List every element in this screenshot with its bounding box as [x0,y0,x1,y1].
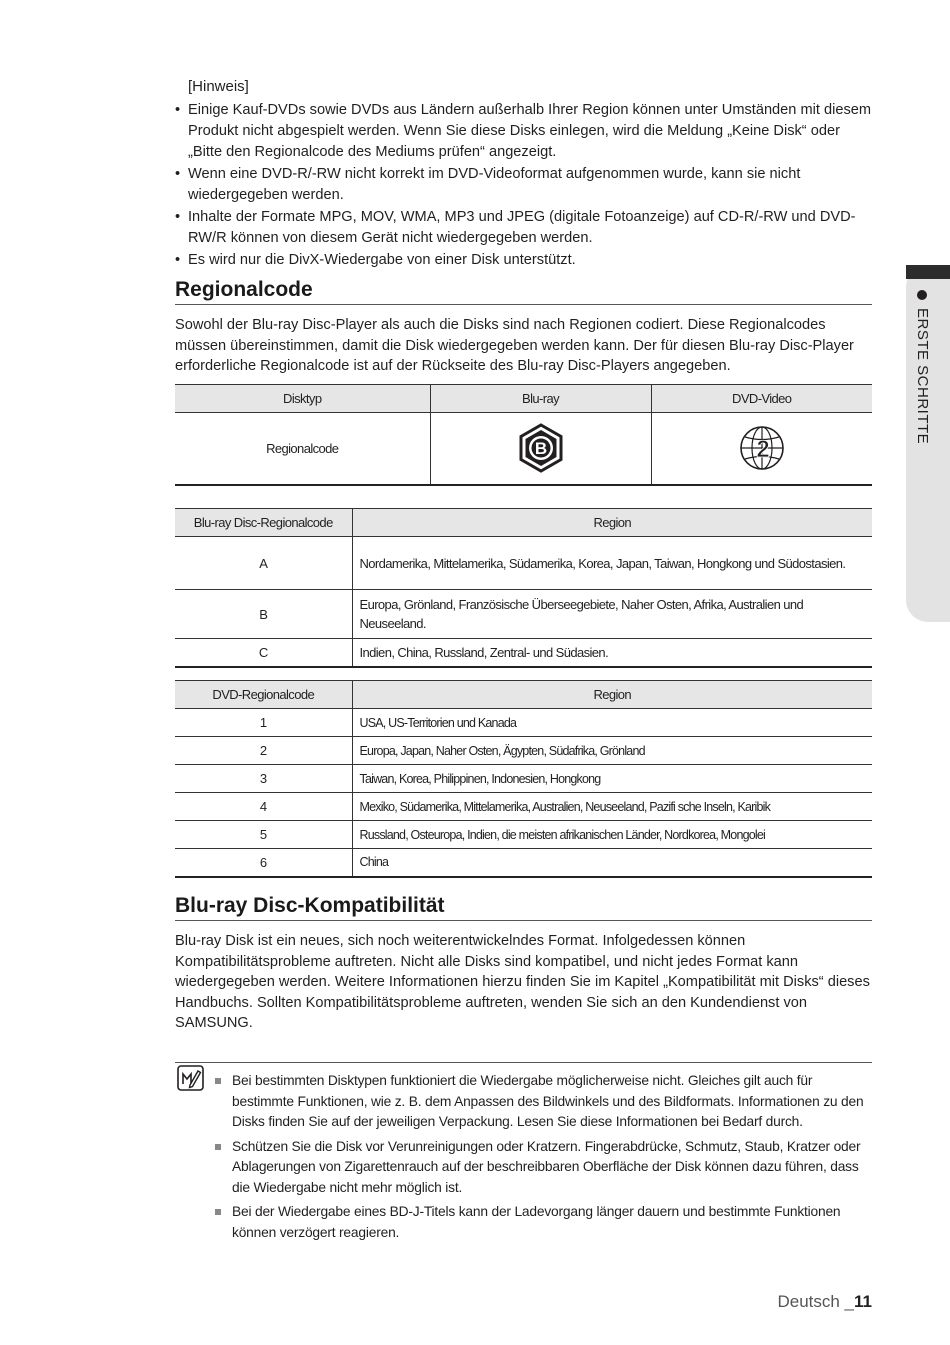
region-code: 4 [175,793,352,821]
table-header: Region [352,681,872,709]
table-header: Region [352,509,872,537]
regionalcode-text: Sowohl der Blu-ray Disc-Player als auch die Disks sind nach Regionen codiert. Diese Regionalcodes müssen übereinstimmen, damit die Disk wiedergegeben werden kann. Der für diesen Blu-ray Disc-Player erforderliche Regionalcode ist auf der Rückseite des Blu-ray Disc-Players angegeben. [175,317,854,374]
table-header: DVD-Regionalcode [175,681,352,709]
hint-item: • Einige Kauf-DVDs sowie DVDs aus Ländern außerhalb Ihrer Region können unter Umständen mit diesem Produkt nicht abgespielt werden. Wenn Sie diese Disks einlegen, wird die Meldung „Keine Disk“ oder „Bitte den Regionalcode des Mediums prüfen“ angezeigt. [175,100,872,163]
hint-title: [Hinweis] [188,78,249,95]
page-number: 11 [854,1292,872,1311]
region-code: C [175,639,352,667]
note-item: Schützen Sie die Disk vor Verunreinigungen oder Kratzern. Fingerabdrücke, Schmutz, Staub, Kratzer oder Ablagerungen von Zigarettenrauch auf der beschreibbaren Oberfläche der Disk können dazu führen, dass die Wiedergabe nicht mehr möglich ist. [215,1137,872,1199]
table-header: Blu-ray [430,385,651,413]
hint-item: • Inhalte der Formate MPG, MOV, WMA, MP3 und JPEG (digitale Fotoanzeige) auf CD-R/-RW und DVD-RW/R können von diesem Gerät nicht wiedergegeben werden. [175,207,872,249]
note-box [175,1062,872,1240]
bluray-region-table [175,508,872,668]
row-label: Regionalcode [175,413,430,485]
bluray-region-b-icon [518,423,564,473]
region-name: Mexiko, Südamerika, Mittelamerika, Australien, Neuseeland, Pazifi sche Inseln, Karibik [352,793,872,821]
svg-text:2: 2 [756,436,770,464]
table-header: DVD-Video [651,385,872,413]
region-code: 6 [175,849,352,877]
footer-language: Deutsch _ [777,1292,855,1311]
table-row [175,639,872,667]
table-row [175,765,872,793]
side-tab-marker [906,265,950,279]
region-name: Europa, Grönland, Französische Überseegebiete, Naher Osten, Afrika, Australien und Neuseeland. [352,590,872,639]
region-name: Europa, Japan, Naher Osten, Ägypten, Südafrika, Grönland [352,737,872,765]
region-name: Indien, China, Russland, Zentral- und Südasien. [352,639,872,667]
table-row [175,849,872,877]
hint-item: • Wenn eine DVD-R/-RW nicht korrekt im DVD-Videoformat aufgenommen wurde, kann sie nicht wiedergegeben werden. [175,164,872,206]
bluray-region-cell [430,413,651,485]
table-row [175,537,872,590]
dvd-region-globe-icon [738,424,786,472]
table-row [175,709,872,737]
side-section-label: ERSTE SCHRITTE [911,290,931,450]
compat-text: Blu-ray Disk ist ein neues, sich noch weiterentwickelndes Format. Infolgedessen können Kompatibilitätsprobleme auftreten. Nicht alle Disks sind kompatibel, und nicht jedes Format kann wiedergegeben werden. Weitere Informationen hierzu finden Sie im Kapitel „Kompatibilität mit Disks“ dieses Handbuchs. Sollten Kompatibilitätsprobleme auftreten, wenden Sie sich an den Kundendienst von SAMSUNG. [175,933,870,1031]
compat-heading: Blu-ray Disc-Kompatibilität [175,893,872,921]
hint-list [175,100,872,272]
region-code: B [175,590,352,639]
region-name: Taiwan, Korea, Philippinen, Indonesien, Hongkong [352,765,872,793]
region-code: 5 [175,821,352,849]
note-list [215,1071,872,1247]
table-header: Disktyp [175,385,430,413]
region-code: 3 [175,765,352,793]
note-item: Bei der Wiedergabe eines BD-J-Titels kann der Ladevorgang länger dauern und bestimmte Funktionen können verzögert reagieren. [215,1202,872,1243]
note-item: Bei bestimmten Disktypen funktioniert die Wiedergabe möglicherweise nicht. Gleiches gilt auch für bestimmte Funktionen, wie z. B. dem Anpassen des Bildwinkels und des Bildformats. Informationen zu den Disks finden Sie auf der jeweiligen Verpackung. Lesen Sie diese Informationen bei Bedarf durch. [215,1071,872,1133]
table-row [175,737,872,765]
page-footer [777,1292,872,1312]
table-row [175,821,872,849]
region-name: Russland, Osteuropa, Indien, die meisten afrikanischen Länder, Nordkorea, Mongolei [352,821,872,849]
region-name: Nordamerika, Mittelamerika, Südamerika, Korea, Japan, Taiwan, Hongkong und Südostasien. [352,537,872,590]
table-row [175,590,872,639]
table-row [175,793,872,821]
svg-text:B: B [534,439,547,459]
dvd-region-cell [651,413,872,485]
region-code: 1 [175,709,352,737]
note-pencil-icon [177,1065,204,1091]
region-code: A [175,537,352,590]
region-name: China [352,849,872,877]
region-name: USA, US-Territorien und Kanada [352,709,872,737]
bullet-dot-icon [917,290,927,300]
table-header: Blu-ray Disc-Regionalcode [175,509,352,537]
regionalcode-heading: Regionalcode [175,277,872,305]
region-code: 2 [175,737,352,765]
disc-type-table [175,384,872,486]
dvd-region-table [175,680,872,878]
hint-item: • Es wird nur die DivX-Wiedergabe von einer Disk unterstützt. [175,250,872,271]
